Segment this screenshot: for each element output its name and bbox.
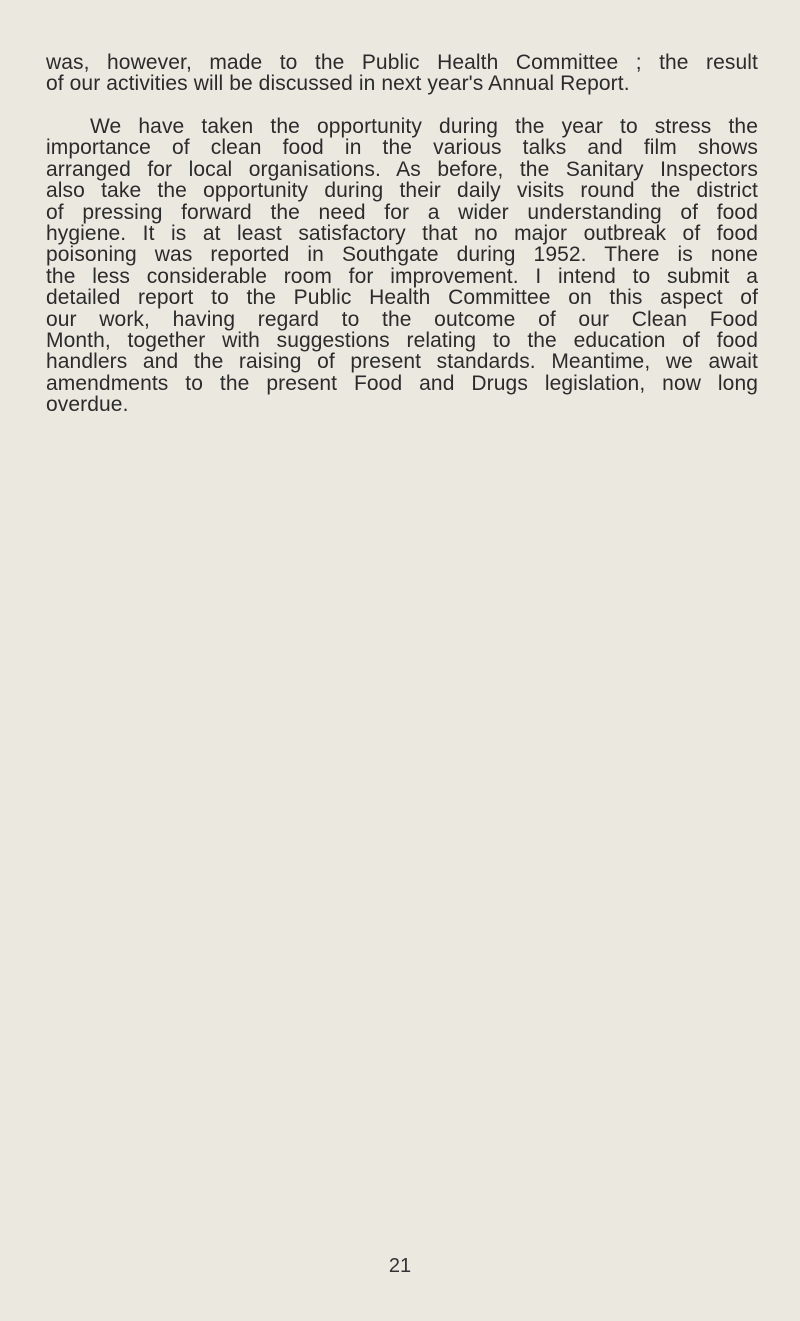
text-line: amendments to the present Food and Drugs legislation, now long [46, 371, 758, 395]
text-line: poisoning was reported in Southgate during 1952. There is none [46, 243, 758, 267]
text-line: hygiene. It is at least satisfactory that no major outbreak of food [46, 222, 758, 246]
text-line: overdue. [46, 393, 129, 417]
text-line: We have taken the opportunity during the year to stress the [90, 115, 758, 138]
text-line: handlers and the raising of present standards. Meantime, we await [46, 350, 758, 374]
text-line: our work, having regard to the outcome of our Clean Food [46, 307, 758, 331]
text-line: the less considerable room for improvement. I intend to submit a [46, 264, 758, 288]
text-line: Month, together with suggestions relating to the education of food [46, 329, 758, 353]
paragraph-continuation [46, 52, 758, 95]
text-line: importance of clean food in the various talks and film shows [46, 136, 758, 160]
text-line: of our activities will be discussed in next year's Annual Report. [46, 72, 630, 96]
text-line: also take the opportunity during their daily visits round the district [46, 179, 758, 203]
paragraph-clean-food [46, 116, 758, 416]
text-line: detailed report to the Public Health Committee on this aspect of [46, 286, 758, 310]
page-number: 21 [388, 1255, 412, 1277]
text-line: arranged for local organisations. As before, the Sanitary Inspectors [46, 157, 758, 181]
text-line: was, however, made to the Public Health Committee ; the result [46, 51, 758, 74]
text-line: of pressing forward the need for a wider understanding of food [46, 200, 758, 224]
